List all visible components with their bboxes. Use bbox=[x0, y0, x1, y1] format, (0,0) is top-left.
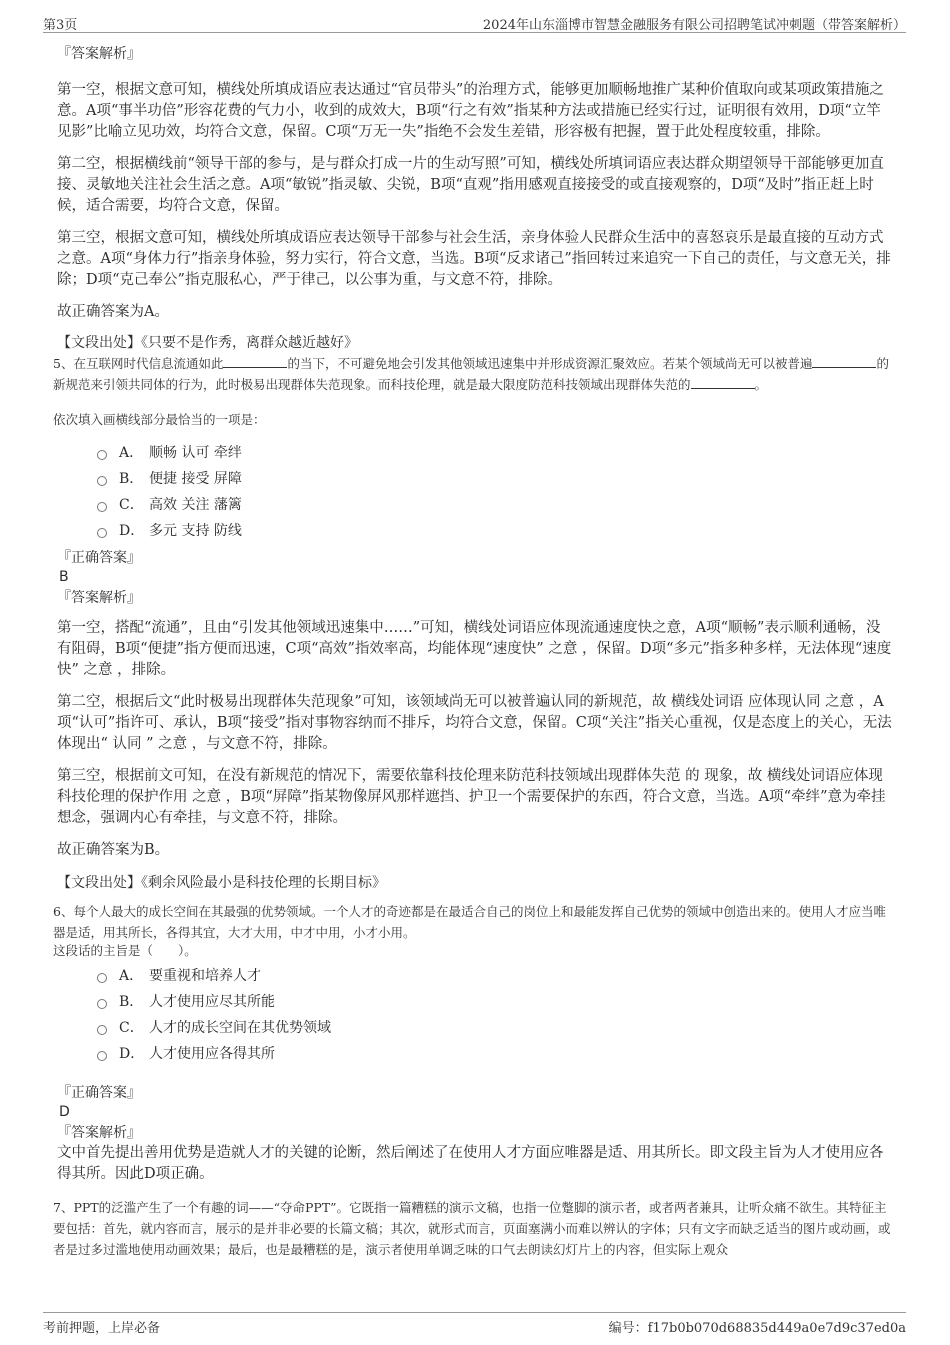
q5-option-d[interactable] bbox=[97, 518, 893, 544]
radio-icon[interactable] bbox=[97, 502, 107, 512]
q5-analysis-para1: 第一空，搭配“流通”，且由“引发其他领域迅速集中……”可知，横线处词语应体现流通速度快之意，A项“顺畅”表示顺利通畅，没有阻碍，B项“便捷”指方便而迅速，C项“高效”指效率高，均能体现“速度快” 之意 ，保留。D项“多元”指多种多样，无法体现“速度快” 之意 ，排除。 bbox=[57, 620, 892, 678]
radio-icon[interactable] bbox=[97, 999, 107, 1009]
option-text: 人才使用应各得其所 bbox=[149, 1046, 275, 1062]
radio-icon[interactable] bbox=[97, 1051, 107, 1061]
q4-analysis-para1: 第一空，根据文意可知，横线处所填成语应表达通过“官员带头”的治理方式，能够更加顺畅地推广某种价值取向或某项政策措施之意。A项“事半功倍”形容花费的气力小，收到的成效大，B项“行之有效”指某种方法或措施已经实行过，证明很有效用，D项“立竿见影”比喻立见功效，均符合文意，保留。C项“万无一失”指绝不会发生差错，形容极有把握，置于此处程度较重，排除。 bbox=[57, 82, 884, 140]
q4-source: 【文段出处】《只要不是作秀，离群众越近越好》 bbox=[57, 335, 358, 351]
blank-2 bbox=[812, 355, 876, 368]
option-letter: D． bbox=[119, 1046, 145, 1062]
option-text: 人才使用应尽其所能 bbox=[149, 994, 275, 1010]
q5-correct-label: 『正确答案』 bbox=[57, 550, 141, 566]
q5-analysis-label: 『答案解析』 bbox=[57, 590, 141, 606]
option-text: 顺畅 认可 牵绊 bbox=[149, 445, 242, 461]
q6-options bbox=[97, 963, 893, 1067]
option-letter: C． bbox=[119, 497, 144, 513]
radio-icon[interactable] bbox=[97, 476, 107, 486]
footer-slogan: 考前押题，上岸必备 bbox=[43, 1321, 161, 1336]
q5-option-a[interactable] bbox=[97, 440, 893, 466]
q5-stem-part3: 的新规范来引领共同体的行为，此时极易出现群体失范现象。而科技伦理，就是最大限度防范科技领域出现群体失范的 bbox=[53, 356, 889, 392]
radio-icon[interactable] bbox=[97, 1025, 107, 1035]
option-text: 人才的成长空间在其优势领域 bbox=[149, 1020, 331, 1036]
page-number: 第3页 bbox=[43, 18, 78, 33]
q5-analysis-para3: 第三空，根据前文可知，在没有新规范的情况下，需要依靠科技伦理来防范科技领域出现群体失范 的 现象，故 横线处词语应体现科技伦理的保护作用 之意 ，B项“屏障”指某物像屏风那样遮挡、护卫一个需要保护的东西，符合文意，当选。A项“牵绊”意为牵挂想念，强调内心有牵挂，与文意不符，排除。 bbox=[57, 768, 886, 826]
q5-stem-part2: 的当下，不可避免地会引发其他领域迅速集中并形成资源汇聚效应。若某个领域尚无可以被普遍 bbox=[287, 356, 813, 371]
option-letter: B． bbox=[119, 471, 144, 487]
option-text: 高效 关注 藩篱 bbox=[149, 497, 242, 513]
q5-conclusion: 故正确答案为B。 bbox=[57, 842, 170, 858]
page-content bbox=[53, 44, 893, 1260]
q7-stem: 7、PPT的泛滥产生了一个有趣的词——“夺命PPT”。它既指一篇糟糕的演示文稿，也指一位蹩脚的演示者，或者两者兼具，让听众痛不欲生。其特征主要包括：首先，就内容而言，展示的是并非必要的长篇文稿；其次，就形式而言，页面塞满小而难以辨认的字体；只有文字而缺乏适当的图片或动画，或者是过多过滥地使用动画效果；最后，也是最糟糕的是，演示者使用单调乏味的口气去朗读幻灯片上的内容，但实际上观众 bbox=[53, 1200, 891, 1257]
blank-1 bbox=[223, 355, 287, 368]
option-text: 要重视和培养人才 bbox=[149, 968, 261, 984]
q5-analysis-para2: 第二空，根据后文“此时极易出现群体失范现象”可知，该领域尚无可以被普遍认同的新规范，故 横线处词语 应体现认同 之意 ，A项“认可”指许可、承认，B项“接受”指对事物容纳而不排斥，均符合文意，保留。C项“关注”指关心重视，仅是态度上的关心，无法体现出“ 认同 ” 之意 ，与文意不符，排除。 bbox=[57, 694, 892, 752]
q6-stem-text: 6、每个人最大的成长空间在其最强的优势领域。一个人才的奇迹都是在最适合自己的岗位上和最能发挥自己优势的领域中创造出来的。使用人才应当唯器是适，用其所长，各得其宜，大才大用，中才中用，小才小用。 bbox=[53, 904, 886, 940]
document-title: 2024年山东淄博市智慧金融服务有限公司招聘笔试冲刺题（带答案解析） bbox=[482, 18, 906, 33]
q6-option-a[interactable] bbox=[97, 963, 893, 989]
q4-conclusion: 故正确答案为A。 bbox=[57, 304, 169, 320]
option-letter: A． bbox=[119, 445, 144, 461]
q5-prompt: 依次填入画横线部分最恰当的一项是： bbox=[53, 412, 266, 427]
q6-option-d[interactable] bbox=[97, 1041, 893, 1067]
q6-correct-answer: D bbox=[59, 1104, 70, 1120]
page-header bbox=[43, 10, 906, 33]
q6-option-c[interactable] bbox=[97, 1015, 893, 1041]
radio-icon[interactable] bbox=[97, 973, 107, 983]
q6-correct-label: 『正确答案』 bbox=[57, 1085, 141, 1101]
q5-stem-part4: 。 bbox=[754, 377, 768, 392]
q5-source: 【文段出处】《剩余风险最小是科技伦理的长期目标》 bbox=[57, 875, 386, 891]
option-letter: C． bbox=[119, 1020, 144, 1036]
q5-option-b[interactable] bbox=[97, 466, 893, 492]
q5-stem bbox=[53, 353, 893, 395]
q4-analysis-para3: 第三空，根据文意可知，横线处所填成语应表达领导干部参与社会生活，亲身体验人民群众生活中的喜怒哀乐是最直接的互动方式之意。A项“身体力行”指亲身体验，努力实行，符合文意，当选。B项“反求诸己”指回转过来追究一下自己的责任，与文意无关，排除；D项“克己奉公”指克服私心，严于律己，以公事为重，与文意不符，排除。 bbox=[57, 230, 891, 288]
q5-stem-part1: 5、在互联网时代信息流通如此 bbox=[53, 356, 224, 371]
q6-option-b[interactable] bbox=[97, 989, 893, 1015]
q5-option-c[interactable] bbox=[97, 492, 893, 518]
option-letter: D． bbox=[119, 523, 145, 539]
option-text: 多元 支持 防线 bbox=[149, 523, 242, 539]
q4-analysis-para2: 第二空，根据横线前“领导干部的参与，是与群众打成一片的生动写照”可知，横线处所填词语应表达群众期望领导干部能够更加直接、灵敏地关注社会生活之意。A项“敏锐”指灵敏、尖锐，B项“直观”指用感观直接接受的或直接观察的，D项“及时”指正赶上时候，适合需要，均符合文意，保留。 bbox=[57, 156, 884, 214]
option-text: 便捷 接受 屏障 bbox=[149, 471, 242, 487]
q6-stem bbox=[53, 901, 893, 959]
q5-correct-answer: B bbox=[59, 569, 69, 585]
radio-icon[interactable] bbox=[97, 528, 107, 538]
option-letter: A． bbox=[119, 968, 144, 984]
blank-3 bbox=[691, 376, 755, 389]
q4-analysis-label: 『答案解析』 bbox=[57, 46, 141, 62]
q5-options bbox=[97, 440, 893, 544]
radio-icon[interactable] bbox=[97, 450, 107, 460]
q6-analysis-label: 『答案解析』 bbox=[57, 1125, 141, 1141]
q6-analysis: 文中首先提出善用优势是造就人才的关键的论断，然后阐述了在使用人才方面应唯器是适、用其所长。即文段主旨为人才使用应各得其所。因此D项正确。 bbox=[57, 1145, 884, 1182]
q6-question: 这段话的主旨是（ ）。 bbox=[53, 943, 197, 958]
document-id: 编号：f17b0b070d68835d449a0e7d9c37ed0a bbox=[608, 1321, 906, 1336]
page-footer bbox=[43, 1312, 906, 1335]
option-letter: B． bbox=[119, 994, 144, 1010]
